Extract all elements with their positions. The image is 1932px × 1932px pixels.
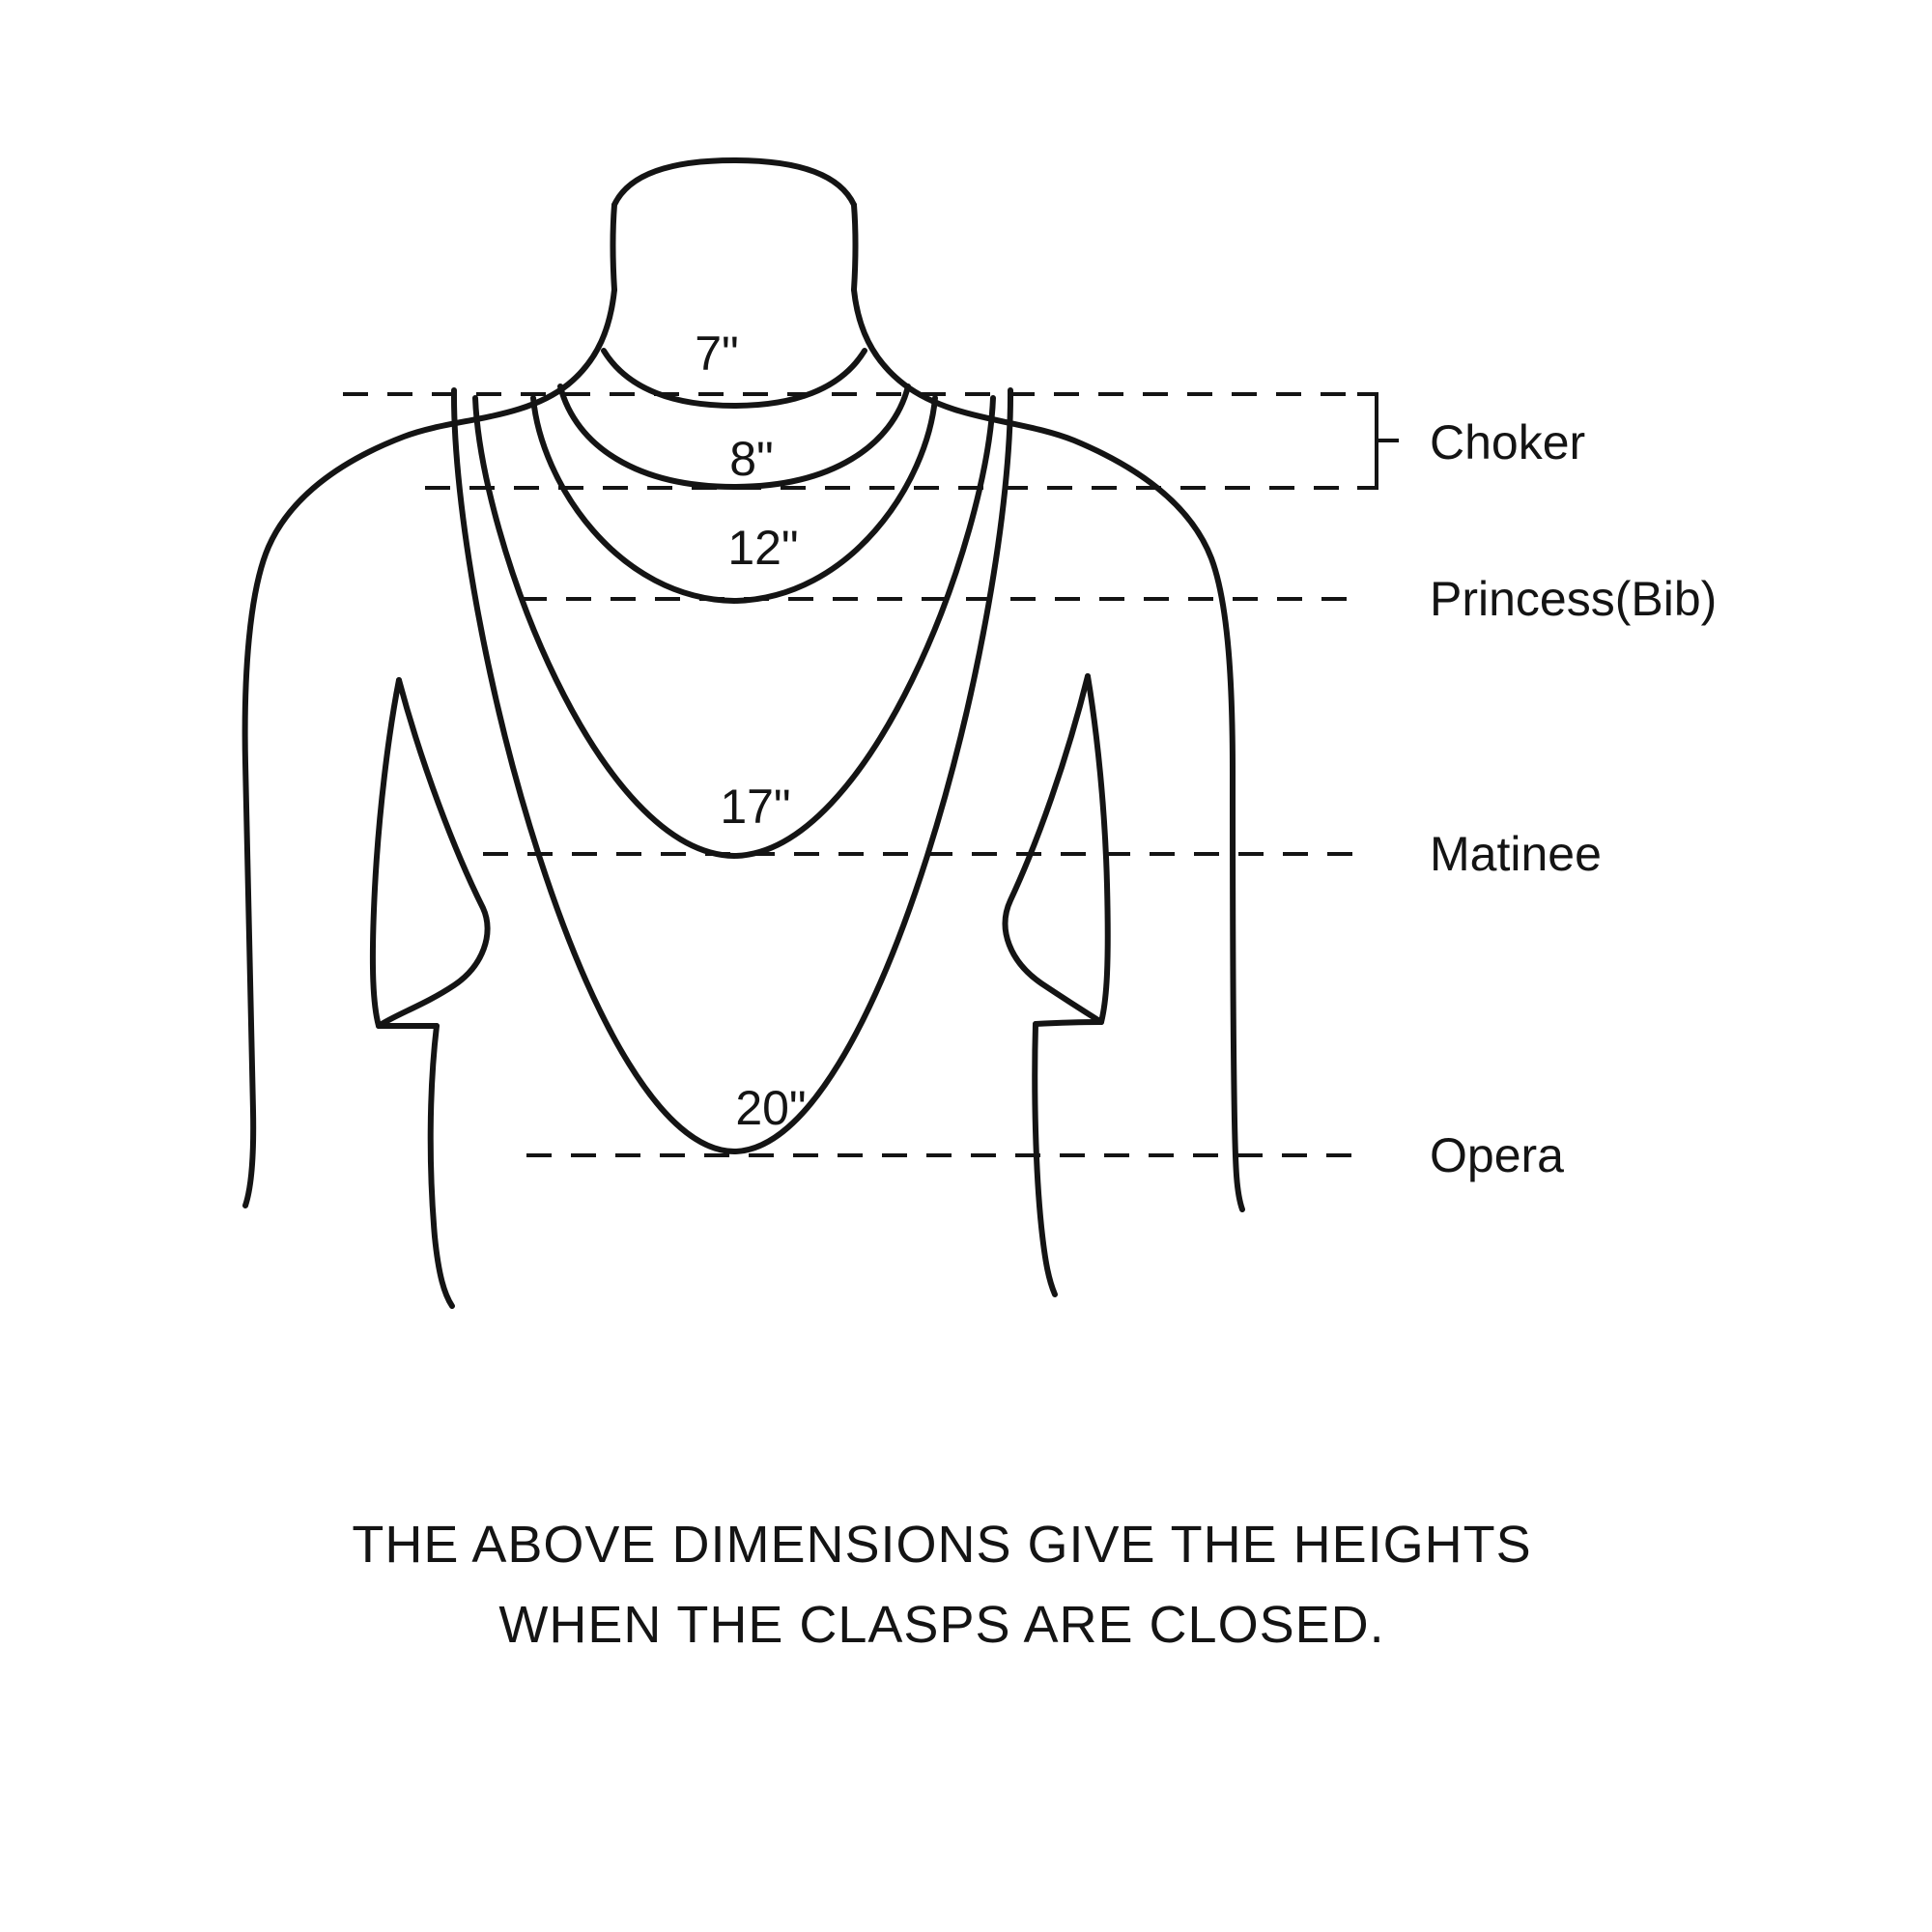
dimension-8in: 8" <box>729 432 774 486</box>
dimension-12in: 12" <box>727 521 799 575</box>
label-matinee: Matinee <box>1430 827 1602 881</box>
leader-lines <box>343 394 1399 1155</box>
label-choker: Choker <box>1430 415 1586 469</box>
choker-bracket <box>1357 394 1399 488</box>
dimension-7in: 7" <box>695 327 739 381</box>
dimension-20in: 20" <box>735 1081 807 1135</box>
label-princess: Princess(Bib) <box>1430 572 1718 626</box>
caption <box>352 1516 1531 1654</box>
dimension-labels <box>695 327 806 1135</box>
label-opera: Opera <box>1430 1128 1564 1182</box>
name-labels <box>1430 415 1717 1182</box>
necklace-20in <box>454 390 1010 1151</box>
caption-line-2: WHEN THE CLASPS ARE CLOSED. <box>498 1596 1385 1654</box>
dimension-17in: 17" <box>720 780 791 834</box>
caption-line-1: THE ABOVE DIMENSIONS GIVE THE HEIGHTS <box>352 1516 1532 1574</box>
